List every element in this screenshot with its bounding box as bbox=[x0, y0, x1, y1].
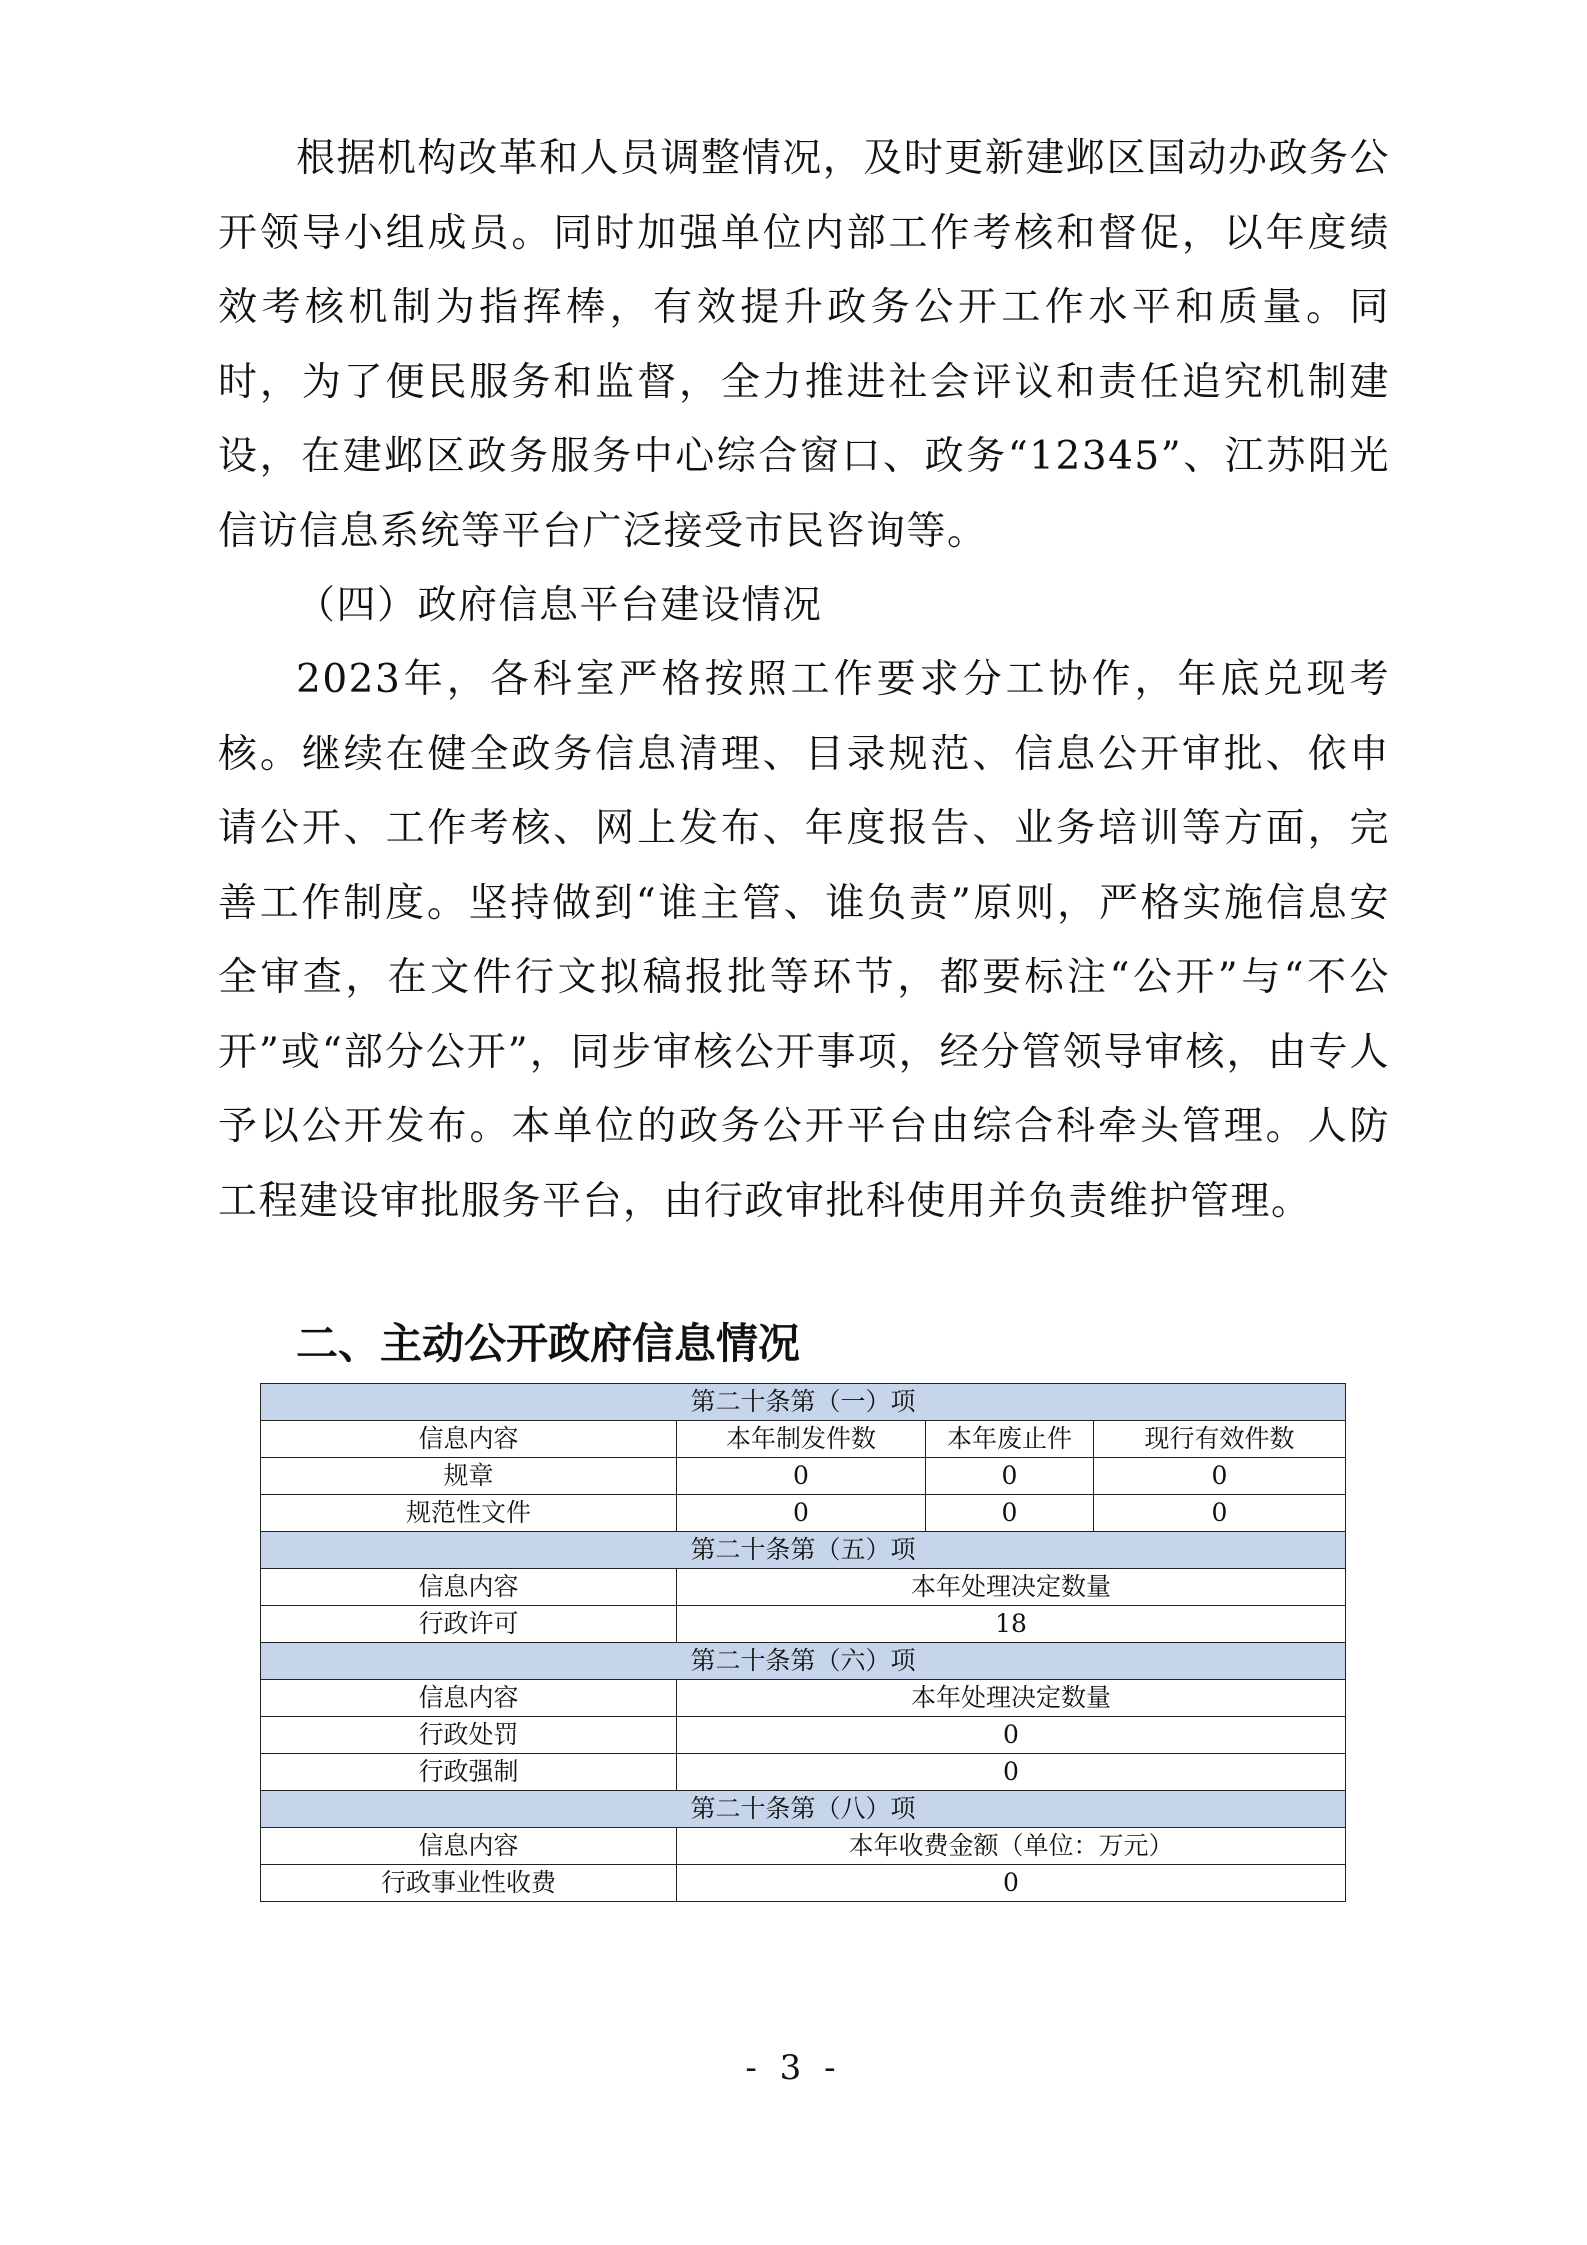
row-value: 0 bbox=[1094, 1458, 1346, 1495]
table-row bbox=[261, 1754, 1346, 1791]
subheading-platform: （四）政府信息平台建设情况 bbox=[296, 583, 823, 628]
section-title: 第二十条第（一）项 bbox=[261, 1384, 1346, 1421]
header-cell: 本年收费金额（单位：万元） bbox=[677, 1828, 1346, 1865]
table-header-row bbox=[261, 1421, 1346, 1458]
table-row bbox=[261, 1606, 1346, 1643]
header-cell: 现行有效件数 bbox=[1094, 1421, 1346, 1458]
header-cell: 本年废止件 bbox=[926, 1421, 1094, 1458]
table-header-row bbox=[261, 1828, 1346, 1865]
row-value: 0 bbox=[677, 1865, 1346, 1902]
table-header-row bbox=[261, 1680, 1346, 1717]
section-heading: 二、主动公开政府信息情况 bbox=[296, 1319, 801, 1368]
header-cell: 信息内容 bbox=[261, 1680, 677, 1717]
header-cell: 信息内容 bbox=[261, 1569, 677, 1606]
page-number: - 3 - bbox=[745, 2048, 842, 2088]
table-row bbox=[261, 1458, 1346, 1495]
header-cell: 本年处理决定数量 bbox=[677, 1569, 1346, 1606]
row-value: 0 bbox=[1094, 1495, 1346, 1532]
row-label: 行政处罚 bbox=[261, 1717, 677, 1754]
paragraph-platform: 2023年，各科室严格按照工作要求分工协作，年底兑现考核。继续在健全政务信息清理、目录规范、信息公开审批、依申请公开、工作考核、网上发布、年度报告、业务培训等方面，完善工作制度。坚持做到“谁主管、谁负责”原则，严格实施信息安全审查，在文件行文拟稿报批等环节，都要标注“公开”与“不公开”或“部分公开”，同步审核公开事项，经分管领导审核，由专人予以公开发布。本单位的政务公开平台由综合科牵头管理。人防工程建设审批服务平台，由行政审批科使用并负责维护管理。 bbox=[218, 657, 1390, 1224]
table-row bbox=[261, 1495, 1346, 1532]
row-value: 0 bbox=[677, 1717, 1346, 1754]
table-section-row bbox=[261, 1791, 1346, 1828]
table-row bbox=[261, 1717, 1346, 1754]
row-label: 行政强制 bbox=[261, 1754, 677, 1791]
row-value: 0 bbox=[926, 1495, 1094, 1532]
table-section-row bbox=[261, 1384, 1346, 1421]
row-label: 行政事业性收费 bbox=[261, 1865, 677, 1902]
table-section-row bbox=[261, 1532, 1346, 1569]
row-value: 0 bbox=[677, 1458, 926, 1495]
section-title: 第二十条第（六）项 bbox=[261, 1643, 1346, 1680]
row-value: 0 bbox=[926, 1458, 1094, 1495]
header-cell: 信息内容 bbox=[261, 1421, 677, 1458]
table-header-row bbox=[261, 1569, 1346, 1606]
section-title: 第二十条第（八）项 bbox=[261, 1791, 1346, 1828]
row-label: 行政许可 bbox=[261, 1606, 677, 1643]
header-cell: 本年处理决定数量 bbox=[677, 1680, 1346, 1717]
row-label: 规章 bbox=[261, 1458, 677, 1495]
row-value: 0 bbox=[677, 1754, 1346, 1791]
header-cell: 信息内容 bbox=[261, 1828, 677, 1865]
paragraph-leadership: 根据机构改革和人员调整情况，及时更新建邺区国动办政务公开领导小组成员。同时加强单位内部工作考核和督促，以年度绩效考核机制为指挥棒，有效提升政务公开工作水平和质量。同时，为了便民服务和监督，全力推进社会评议和责任追究机制建设，在建邺区政务服务中心综合窗口、政务“12345”、江苏阳光信访信息系统等平台广泛接受市民咨询等。 bbox=[218, 136, 1390, 554]
section-title: 第二十条第（五）项 bbox=[261, 1532, 1346, 1569]
row-value: 18 bbox=[677, 1606, 1346, 1643]
row-label: 规范性文件 bbox=[261, 1495, 677, 1532]
table-row bbox=[261, 1865, 1346, 1902]
row-value: 0 bbox=[677, 1495, 926, 1532]
disclosure-table bbox=[260, 1383, 1346, 1902]
table-section-row bbox=[261, 1643, 1346, 1680]
header-cell: 本年制发件数 bbox=[677, 1421, 926, 1458]
